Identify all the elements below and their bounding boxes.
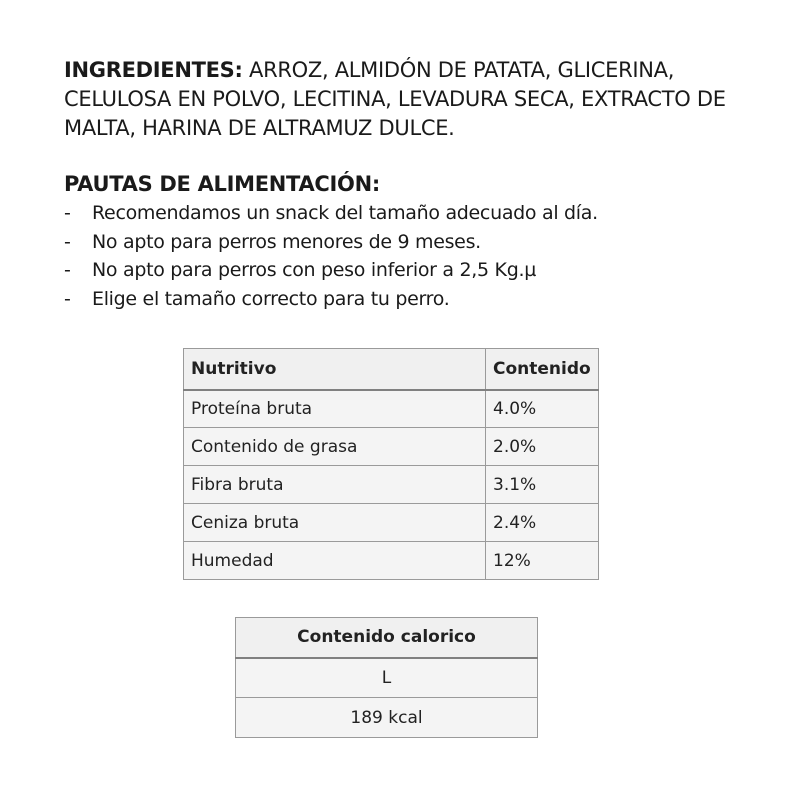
nutrient-name: Contenido de grasa (184, 428, 486, 466)
nutrition-table (183, 348, 599, 580)
calorie-header: Contenido calorico (236, 618, 538, 658)
table-row (184, 504, 599, 542)
table-row (236, 698, 538, 738)
nutrient-name: Humedad (184, 542, 486, 580)
list-item-text: No apto para perros con peso inferior a 2,5 Kg.µ (92, 259, 536, 281)
nutrient-value: 2.4% (486, 504, 599, 542)
table-row (184, 428, 599, 466)
list-item: - Elige el tamaño correcto para tu perro. (64, 287, 450, 310)
nutrient-name: Proteína bruta (184, 390, 486, 428)
nutrient-value: 4.0% (486, 390, 599, 428)
ingredients-label: INGREDIENTES: (64, 58, 243, 82)
nutrient-value: 3.1% (486, 466, 599, 504)
list-item-text: Recomendamos un snack del tamaño adecuado al día. (92, 202, 598, 224)
list-item: - No apto para perros menores de 9 meses. (64, 230, 481, 253)
ingredients-text: ARROZ, ALMIDÓN DE PATATA, GLICERINA, CELULOSA EN POLVO, LECITINA, LEVADURA SECA, EXTRACTO DE MALTA, HARINA DE ALTRAMUZ DULCE. (64, 58, 726, 140)
header-nutrient: Nutritivo (184, 349, 486, 390)
nutrient-name: Fibra bruta (184, 466, 486, 504)
feeding-list (64, 199, 744, 313)
header-content: Contenido (486, 349, 599, 390)
nutrient-value: 2.0% (486, 428, 599, 466)
list-item: - Recomendamos un snack del tamaño adecuado al día. (64, 202, 598, 224)
nutrient-name: Ceniza bruta (184, 504, 486, 542)
feeding-title: PAUTAS DE ALIMENTACIÓN: (64, 172, 380, 196)
calorie-value: 189 kcal (236, 698, 538, 738)
list-item-text: Elige el tamaño correcto para tu perro. (92, 287, 450, 310)
table-row (184, 466, 599, 504)
table-header-row (184, 349, 599, 390)
table-row (184, 542, 599, 580)
ingredients-paragraph (64, 56, 744, 143)
table-row (184, 390, 599, 428)
feeding-guidelines (64, 170, 744, 313)
nutrient-value: 12% (486, 542, 599, 580)
calorie-table (235, 617, 538, 738)
table-header-row (236, 618, 538, 658)
table-row (236, 658, 538, 698)
list-item-text: No apto para perros menores de 9 meses. (92, 230, 481, 253)
list-item: - No apto para perros con peso inferior a 2,5 Kg.µ (64, 259, 536, 281)
calorie-size: L (236, 658, 538, 698)
